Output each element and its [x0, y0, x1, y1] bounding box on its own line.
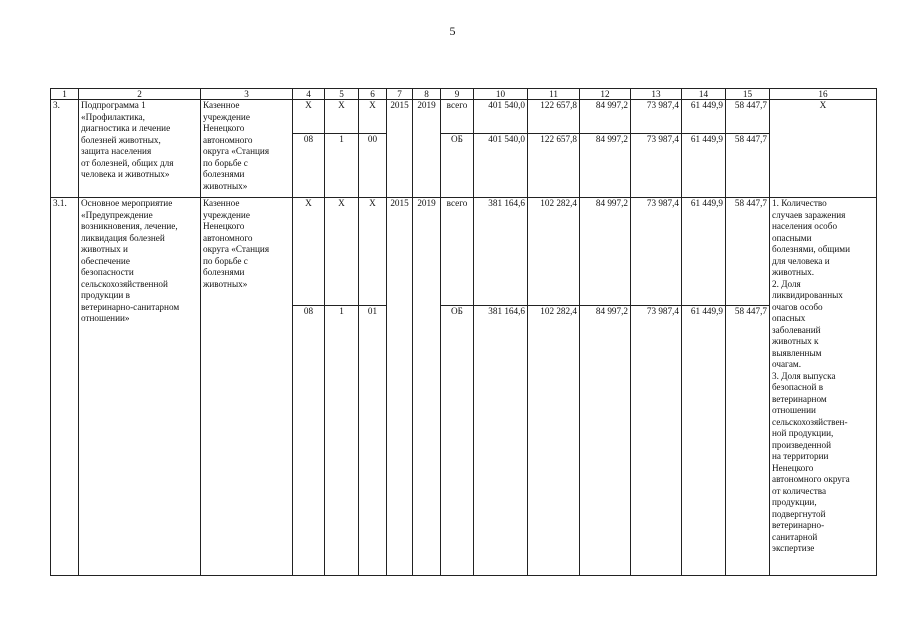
column-header: 16: [770, 89, 877, 100]
code-col-5: Х: [325, 198, 359, 306]
column-header: 13: [631, 89, 682, 100]
value-2018: 61 449,9: [682, 306, 726, 576]
value-2017: 73 987,4: [631, 100, 682, 134]
value-2019: 58 447,7: [726, 198, 770, 306]
value-2015: 102 282,4: [528, 198, 580, 306]
value-2019: 58 447,7: [726, 100, 770, 134]
funding-source: ОБ: [441, 134, 474, 198]
year-start: 2015: [387, 198, 413, 576]
code-col-6: Х: [359, 100, 387, 134]
value-2016: 84 997,2: [580, 100, 631, 134]
column-header: 3: [201, 89, 293, 100]
column-header: 12: [580, 89, 631, 100]
column-header: 11: [528, 89, 580, 100]
indicators: Х: [770, 100, 877, 198]
executor: Казенное учреждение Ненецкого автономного округа «Станция по борьбе с болезнями животных»: [201, 198, 293, 576]
value-2016: 84 997,2: [580, 198, 631, 306]
code-col-4: Х: [293, 100, 325, 134]
code-col-5: Х: [325, 100, 359, 134]
value-2019: 58 447,7: [726, 134, 770, 198]
table-row: [51, 100, 877, 134]
value-2018: 61 449,9: [682, 100, 726, 134]
funding-source: ОБ: [441, 306, 474, 576]
value-2017: 73 987,4: [631, 134, 682, 198]
column-header: 9: [441, 89, 474, 100]
value-2018: 61 449,9: [682, 134, 726, 198]
column-header: 2: [79, 89, 201, 100]
row-number: 3.1.: [51, 198, 79, 576]
column-header: 14: [682, 89, 726, 100]
column-header: 6: [359, 89, 387, 100]
year-end: 2019: [413, 100, 441, 198]
code-col-4: 08: [293, 306, 325, 576]
value-total: 401 540,0: [474, 100, 528, 134]
value-total: 381 164,6: [474, 306, 528, 576]
code-col-4: 08: [293, 134, 325, 198]
column-header: 7: [387, 89, 413, 100]
value-2015: 122 657,8: [528, 134, 580, 198]
value-2018: 61 449,9: [682, 198, 726, 306]
column-header: 10: [474, 89, 528, 100]
item-name: Основное мероприятие «Предупреждение возникновения, лечение, ликвидация болезней животных и обеспечение безопасности сельскохозяйственной продукции в ветеринарно-санитарном отношении»: [79, 198, 201, 576]
code-col-5: 1: [325, 306, 359, 576]
value-2016: 84 997,2: [580, 306, 631, 576]
program-table: [50, 88, 877, 576]
code-col-6: Х: [359, 198, 387, 306]
code-col-4: Х: [293, 198, 325, 306]
column-header: 15: [726, 89, 770, 100]
table-row: [51, 198, 877, 306]
value-2017: 73 987,4: [631, 198, 682, 306]
value-2016: 84 997,2: [580, 134, 631, 198]
column-header: 1: [51, 89, 79, 100]
item-name: Подпрограмма 1 «Профилактика, диагностика и лечение болезней животных, защита населения от болезней, общих для человека и животных»: [79, 100, 201, 198]
year-start: 2015: [387, 100, 413, 198]
funding-source: всего: [441, 198, 474, 306]
indicators: 1. Количество случаев заражения населения особо опасными болезнями, общими для человека и животных. 2. Доля ликвидированных очагов особо опасных заболеваний животных к выявленным очагам. 3. Доля выпуска безопасной в ветеринарном отношении сельскохозяйствен- ной продукции, произведенной на территории Ненецкого автономного округа от количества продукции, подвергнутой ветеринарно- санитарной экспертизе: [770, 198, 877, 576]
code-col-6: 00: [359, 134, 387, 198]
value-total: 381 164,6: [474, 198, 528, 306]
code-col-5: 1: [325, 134, 359, 198]
row-number: 3.: [51, 100, 79, 198]
code-col-6: 01: [359, 306, 387, 576]
value-2019: 58 447,7: [726, 306, 770, 576]
value-2015: 122 657,8: [528, 100, 580, 134]
value-2017: 73 987,4: [631, 306, 682, 576]
value-total: 401 540,0: [474, 134, 528, 198]
column-header-row: [51, 89, 877, 100]
value-2015: 102 282,4: [528, 306, 580, 576]
page-number: 5: [449, 24, 456, 38]
column-header: 8: [413, 89, 441, 100]
funding-source: всего: [441, 100, 474, 134]
column-header: 4: [293, 89, 325, 100]
column-header: 5: [325, 89, 359, 100]
year-end: 2019: [413, 198, 441, 576]
executor: Казенное учреждение Ненецкого автономного округа «Станция по борьбе с болезнями животных»: [201, 100, 293, 198]
